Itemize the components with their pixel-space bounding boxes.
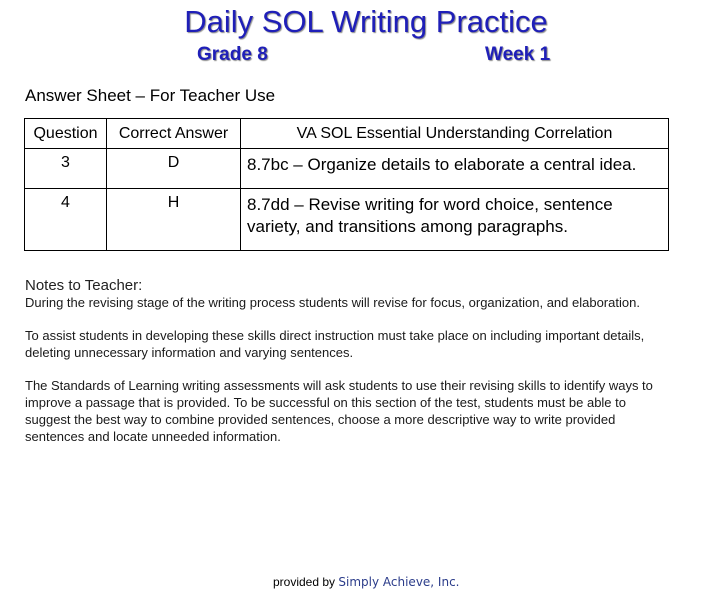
sol-correlation: 8.7dd – Revise writing for word choice, sentence variety, and transitions among paragraphs.	[241, 189, 669, 251]
week-label: Week 1	[485, 44, 551, 65]
grade-label: Grade 8	[197, 44, 268, 65]
table-header-row	[25, 119, 669, 149]
footer-brand: Simply Achieve, Inc.	[338, 575, 460, 589]
correct-answer: D	[107, 149, 241, 189]
table-row	[25, 149, 669, 189]
table-row	[25, 189, 669, 251]
answer-sheet-heading: Answer Sheet – For Teacher Use	[25, 86, 276, 105]
page-title: Daily SOL Writing Practice	[184, 4, 548, 39]
column-header-correlation: VA SOL Essential Understanding Correlation	[241, 119, 669, 149]
notes-heading: Notes to Teacher:	[25, 277, 143, 294]
column-header-question: Question	[25, 119, 107, 149]
footer-credit	[273, 575, 460, 589]
footer-prefix: provided by	[273, 575, 336, 589]
question-number: 3	[25, 149, 107, 189]
answer-table	[24, 118, 669, 251]
notes-paragraph: The Standards of Learning writing assessments will ask students to use their revising skills to identify ways to improve a passage that is provided. To be successful on this section of the test, students must be able to suggest the best way to combine provided sentences, choose a more descriptive way to write provided sentences and locate unneeded information.	[25, 378, 653, 444]
sol-correlation: 8.7bc – Organize details to elaborate a central idea.	[241, 149, 669, 189]
correct-answer: H	[107, 189, 241, 251]
notes-paragraph: To assist students in developing these skills direct instruction must take place on including important details, deleting unnecessary information and varying sentences.	[25, 328, 645, 360]
column-header-correct-answer: Correct Answer	[107, 119, 241, 149]
notes-paragraph: During the revising stage of the writing process students will revise for focus, organization, and elaboration.	[25, 295, 640, 310]
question-number: 4	[25, 189, 107, 251]
teacher-notes	[25, 277, 675, 461]
